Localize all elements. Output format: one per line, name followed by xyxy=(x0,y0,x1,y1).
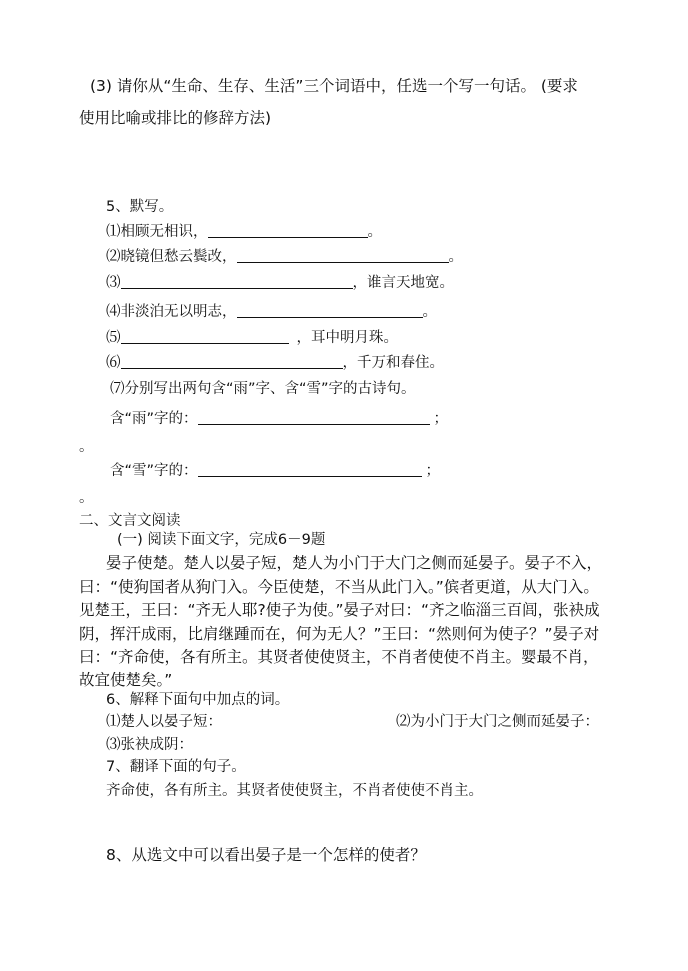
q5-snow-line xyxy=(110,464,440,479)
q5-rain-label: 含“雨”字的： xyxy=(110,411,198,427)
passage-line: 故宜使楚矣。” xyxy=(79,671,173,689)
q5-line4 xyxy=(106,305,437,320)
answer-blank[interactable] xyxy=(237,250,449,263)
answer-blank[interactable] xyxy=(208,225,368,238)
passage-line: 晏子使楚。楚人以晏子短，楚人为小门于大门之侧而延晏子。晏子不入， xyxy=(106,554,603,572)
passage-line: 曰：“齐命使，各有所主。其贤者使使贤主，不肖者使使不肖主。婴最不肖， xyxy=(79,648,599,666)
answer-blank[interactable] xyxy=(121,356,343,369)
q5-rain-end: ； xyxy=(433,411,449,427)
q5-line2-text: ⑵晓镜但愁云鬓改， xyxy=(106,249,237,265)
q5-period: 。 xyxy=(79,490,94,506)
q5-heading: 5、默写。 xyxy=(106,199,174,215)
q5-line1-end: 。 xyxy=(367,224,382,240)
q5-line3 xyxy=(106,276,454,291)
q5-line6-end: ，千万和春住。 xyxy=(342,355,444,371)
passage-line: 阴，挥汗成雨，比肩继踵而在，何为无人？”王曰：“然则何为使子？”晏子对 xyxy=(79,625,600,643)
passage-line: 曰：“使狗国者从狗门入。今臣使楚，不当从此门入。”傧者更道，从大门入。 xyxy=(79,578,599,596)
answer-blank[interactable] xyxy=(121,331,289,344)
q5-line1-text: ⑴相顾无相识， xyxy=(106,224,208,240)
q5-line2 xyxy=(106,250,463,265)
q5-rain-line xyxy=(110,412,448,427)
answer-blank[interactable] xyxy=(198,464,422,477)
answer-blank[interactable] xyxy=(198,412,430,425)
answer-blank[interactable] xyxy=(237,305,423,318)
q5-snow-label: 含“雪”字的： xyxy=(110,463,198,479)
q5-line3-end: ，谁言天地宽。 xyxy=(352,275,454,291)
q3-line1: (3) 请你从“生命、生存、生活”三个词语中，任选一个写一句话。 (要求 xyxy=(90,77,578,95)
q6-item-3: ⑶张袂成阴： xyxy=(106,737,193,753)
q5-line3-text: ⑶ xyxy=(106,275,121,291)
q6-item-2: ⑵为小门于大门之侧而延晏子： xyxy=(396,714,599,730)
q5-line1 xyxy=(106,225,382,240)
q5-line5-text: ⑸ xyxy=(106,330,121,346)
section-subheading: (一) 阅读下面文字，完成6－9题 xyxy=(117,532,326,548)
q7-sentence: 齐命使，各有所主。其贤者使使贤主，不肖者使使不肖主。 xyxy=(106,783,483,799)
q5-line5 xyxy=(106,331,398,346)
q5-period: 。 xyxy=(79,439,94,455)
q5-line6-text: ⑹ xyxy=(106,355,121,371)
q5-snow-end: ； xyxy=(425,463,441,479)
q5-line7: ⑺分别写出两句含“雨”字、含“雪”字的古诗句。 xyxy=(110,381,416,397)
q5-line2-end: 。 xyxy=(448,249,463,265)
q5-line5-end: ，耳中明月珠。 xyxy=(296,330,398,346)
answer-blank[interactable] xyxy=(121,276,353,289)
q5-line6 xyxy=(106,356,444,371)
q8-heading: 8、从选文中可以看出晏子是一个怎样的使者？ xyxy=(106,846,426,864)
passage-line: 见楚王，王曰：“齐无人耶?使子为使。”晏子对曰：“齐之临淄三百闾，张袂成 xyxy=(79,601,600,619)
q6-item-1: ⑴楚人以晏子短： xyxy=(106,714,222,730)
q7-heading: 7、翻译下面的句子。 xyxy=(106,759,246,775)
q5-line4-text: ⑷非淡泊无以明志， xyxy=(106,304,237,320)
section-heading: 二、文言文阅读 xyxy=(79,513,181,529)
q5-line4-end: 。 xyxy=(422,304,437,320)
q3-line2: 使用比喻或排比的修辞方法) xyxy=(79,109,272,127)
q6-heading: 6、解释下面句中加点的词。 xyxy=(106,692,290,708)
